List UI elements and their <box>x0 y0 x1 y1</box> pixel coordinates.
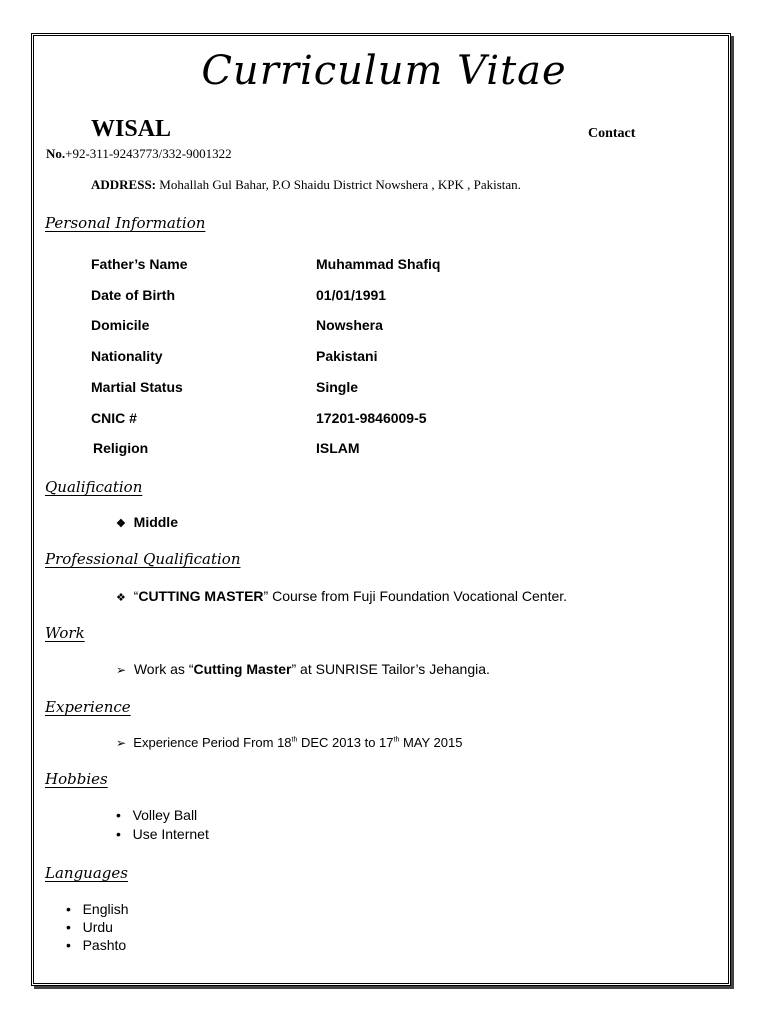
dot-bullet-icon: • <box>116 807 121 823</box>
label-nationality: Nationality <box>91 348 163 364</box>
label-marital-status: Martial Status <box>91 379 183 395</box>
address-value: Mohallah Gul Bahar, P.O Shaidu District Nowshera , KPK , Pakistan. <box>159 177 521 192</box>
language-text: Pashto <box>82 937 127 953</box>
address-line <box>91 177 521 193</box>
heading-work: Work <box>45 624 85 642</box>
document-title: Curriculum Vitae <box>201 48 567 94</box>
hobby-text: Volley Ball <box>132 807 198 823</box>
dot-bullet-icon: • <box>66 901 71 917</box>
heading-personal-information: Personal Information <box>45 214 206 232</box>
diamond-bullet-icon: ❖ <box>116 518 126 530</box>
experience-sup-1: th <box>291 736 298 744</box>
heading-experience: Experience <box>45 698 131 716</box>
diamond-bullet-icon: ❖ <box>116 592 126 604</box>
list-item <box>66 901 129 917</box>
language-text: Urdu <box>82 919 113 935</box>
label-date-of-birth: Date of Birth <box>91 287 175 303</box>
experience-text-3: MAY 2015 <box>399 735 463 750</box>
list-item <box>66 937 126 953</box>
list-item <box>116 826 209 842</box>
work-item <box>116 661 490 677</box>
heading-professional-qualification: Professional Qualification <box>45 550 241 568</box>
professional-item <box>116 588 567 604</box>
page-border <box>31 33 731 986</box>
language-text: English <box>82 901 129 917</box>
professional-pre: “ <box>133 588 139 604</box>
label-domicile: Domicile <box>91 317 150 333</box>
value-fathers-name: Muhammad Shafiq <box>316 256 441 272</box>
value-marital-status: Single <box>316 379 359 395</box>
work-pre: Work as “ <box>133 661 194 677</box>
hobby-text: Use Internet <box>132 826 209 842</box>
value-cnic: 17201-9846009-5 <box>316 410 427 426</box>
work-post: ” at SUNRISE Tailor’s Jehangia. <box>291 661 490 677</box>
contact-label: Contact <box>588 126 636 141</box>
experience-text-2: DEC 2013 to 17 <box>297 735 394 750</box>
applicant-name: WISAL <box>91 116 172 142</box>
arrow-bullet-icon: ➢ <box>116 663 127 677</box>
experience-sup-2: th <box>393 736 400 744</box>
label-fathers-name: Father’s Name <box>91 256 188 272</box>
value-religion: ISLAM <box>316 440 360 456</box>
professional-bold: CUTTING MASTER <box>138 588 264 604</box>
experience-item <box>116 735 462 750</box>
qualification-item <box>116 514 178 530</box>
dot-bullet-icon: • <box>116 826 121 842</box>
heading-qualification: Qualification <box>45 478 143 496</box>
work-bold: Cutting Master <box>193 661 292 677</box>
dot-bullet-icon: • <box>66 919 71 935</box>
label-cnic: CNIC # <box>91 410 137 426</box>
professional-post: ” Course from Fuji Foundation Vocational Center. <box>263 588 568 604</box>
value-date-of-birth: 01/01/1991 <box>316 287 387 303</box>
label-religion: Religion <box>93 440 149 456</box>
qualification-text: Middle <box>133 514 178 530</box>
phone-number <box>46 146 232 162</box>
experience-text-1: Experience Period From 18 <box>133 735 292 750</box>
value-nationality: Pakistani <box>316 348 378 364</box>
list-item <box>116 807 197 823</box>
heading-languages: Languages <box>45 864 128 882</box>
address-label: ADDRESS: <box>91 177 157 192</box>
dot-bullet-icon: • <box>66 937 71 953</box>
phone-prefix: No. <box>46 146 66 161</box>
phone-value: +92-311-9243773/332-9001322 <box>65 146 232 161</box>
list-item <box>66 919 113 935</box>
heading-hobbies: Hobbies <box>45 770 108 788</box>
arrow-bullet-icon: ➢ <box>116 736 127 750</box>
value-domicile: Nowshera <box>316 317 383 333</box>
